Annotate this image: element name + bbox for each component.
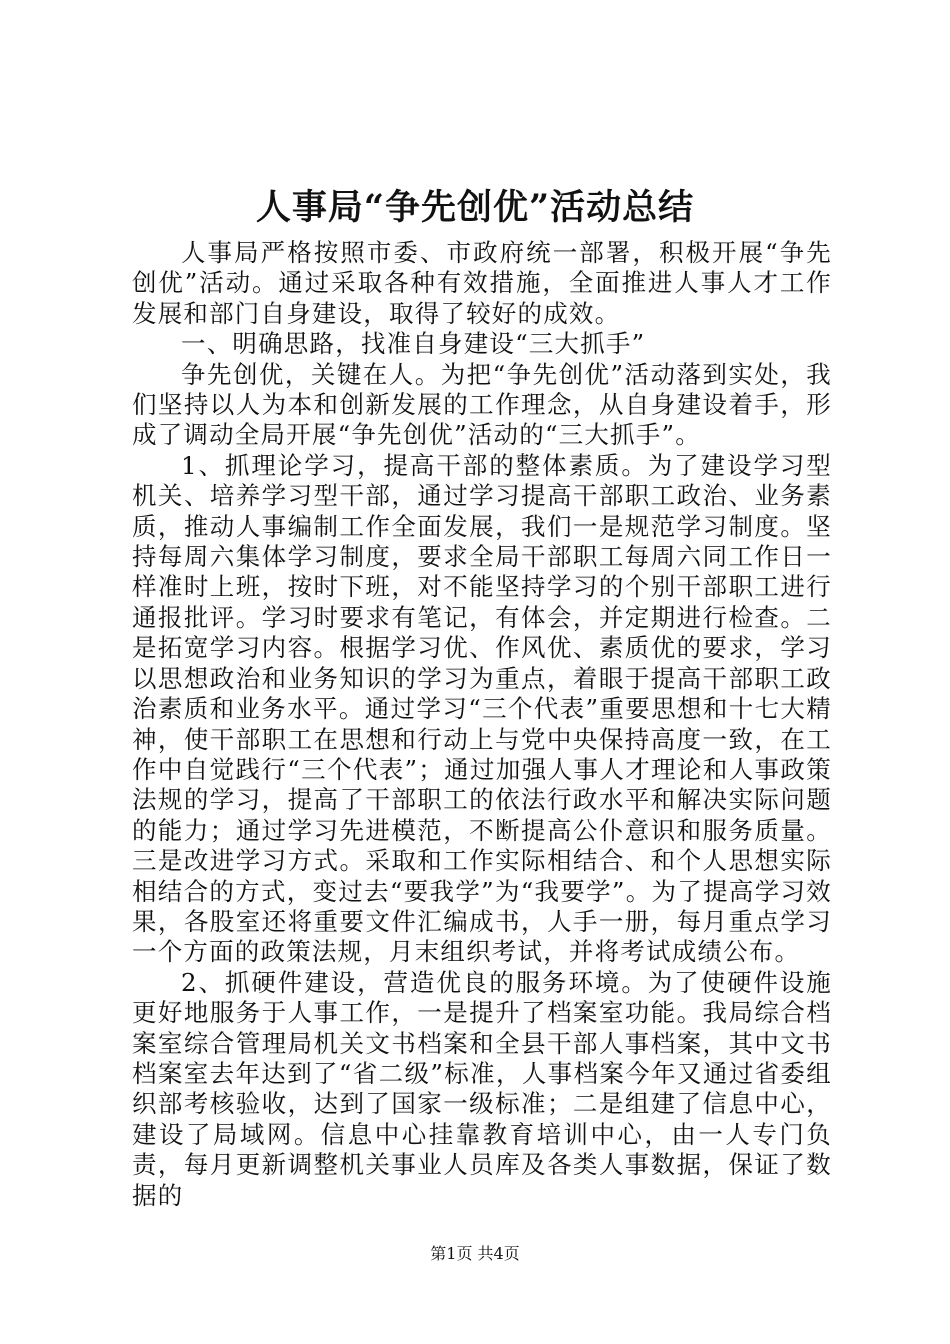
- intro-paragraph: 人事局严格按照市委、市政府统一部署，积极开展“争先创优”活动。通过采取各种有效措施，全面推进人事人才工作发展和部门自身建设，取得了较好的成效。: [132, 238, 832, 328]
- document-body: [132, 238, 832, 1211]
- page-number: 第1页 共4页: [430, 1244, 520, 1263]
- item-2-paragraph: 2、抓硬件建设，营造优良的服务环境。为了使硬件设施更好地服务于人事工作，一是提升了档案室功能。我局综合档案室综合管理局机关文书档案和全县干部人事档案，其中文书档案室去年达到了“省二级”标准，人事档案今年又通过省委组织部考核验收，达到了国家一级标准；二是组建了信息中心，建设了局域网。信息中心挂靠教育培训中心，由一人专门负责，每月更新调整机关事业人员库及各类人事数据，保证了数据的: [132, 967, 832, 1210]
- section-heading: 一、明确思路，找准自身建设“三大抓手”: [181, 329, 646, 359]
- document-title: 人事局“争先创优”活动总结: [255, 187, 695, 228]
- item-1-paragraph: 1、抓理论学习，提高干部的整体素质。为了建设学习型机关、培养学习型干部，通过学习提高干部职工政治、业务素质，推动人事编制工作全面发展，我们一是规范学习制度。坚持每周六集体学习制度，要求全局干部职工每周六同工作日一样准时上班，按时下班，对不能坚持学习的个别干部职工进行通报批评。学习时要求有笔记，有体会，并定期进行检查。二是拓宽学习内容。根据学习优、作风优、素质优的要求，学习以思想政治和业务知识的学习为重点，着眼于提高干部职工政治素质和业务水平。通过学习“三个代表”重要思想和十七大精神，使干部职工在思想和行动上与党中央保持高度一致，在工作中自觉践行“三个代表”；通过加强人事人才理论和人事政策法规的学习，提高了干部职工的依法行政水平和解决实际问题的能力；通过学习先进模范，不断提高公仆意识和服务质量。三是改进学习方式。采取和工作实际相结合、和个人思想实际相结合的方式，变过去“要我学”为“我要学”。为了提高学习效果，各股室还将重要文件汇编成书，人手一册，每月重点学习一个方面的政策法规，月末组织考试，并将考试成绩公布。: [132, 450, 832, 967]
- section-intro-paragraph: 争先创优，关键在人。为把“争先创优”活动落到实处，我们坚持以人为本和创新发展的工作理念，从自身建设着手，形成了调动全局开展“争先创优”活动的“三大抓手”。: [132, 359, 832, 450]
